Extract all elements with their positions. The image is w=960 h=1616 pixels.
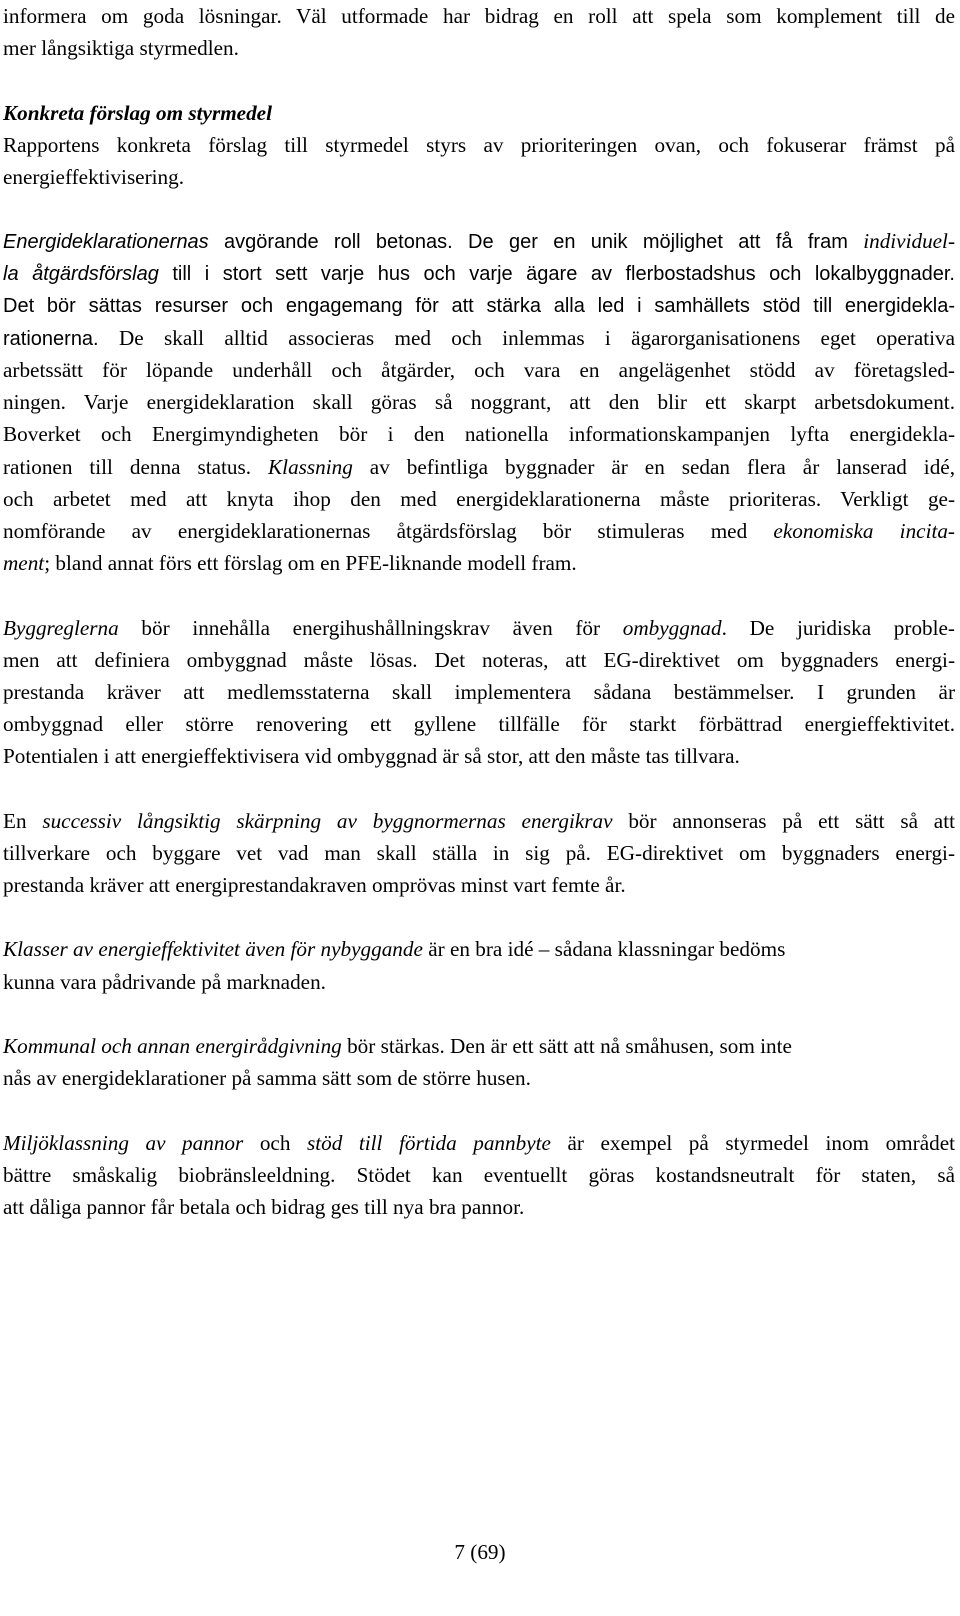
- paragraph-energideklarationer: [3, 225, 955, 579]
- text-line: rationen till denna status. Klassning av befintliga byggnader är en sedan flera år lanserad idé,: [3, 454, 955, 479]
- text-line: informera om goda lösningar. Väl utformade har bidrag en roll att spela som komplement till de: [3, 4, 955, 28]
- text-line: Det bör sättas resurser och engagemang för att stärka alla led i samhällets stöd till energidekla-: [3, 294, 955, 317]
- emphasis: ekonomiska incita-: [773, 519, 955, 543]
- text-line: men att definiera ombyggnad måste lösas. Det noteras, att EG-direktivet om byggnaders energi-: [3, 647, 955, 672]
- text-line: En successiv långsiktig skärpning av byggnormernas energikrav bör annonseras på ett sätt så att: [3, 808, 955, 833]
- emphasis: Klassning: [268, 454, 353, 479]
- text-line: Energideklarationernas avgörande roll betonas. De ger en unik möjlighet att få fram individuel-: [3, 229, 956, 254]
- text-line: nås av energideklarationer på samma sätt som de större husen.: [3, 1066, 531, 1091]
- text-line: att dåliga pannor får betala och bidrag ges till nya bra pannor.: [3, 1194, 525, 1219]
- emphasis: Kommunal och annan energirådgivning: [3, 1034, 342, 1058]
- text-line: energieffektivisering.: [3, 164, 185, 189]
- text-line: Rapportens konkreta förslag till styrmedel styrs av prioriteringen ovan, och fokuserar främst på: [3, 132, 955, 157]
- text-line: bättre småskalig biobränsleeldning. Stödet kan eventuellt göras kostandsneutralt för staten, så: [3, 1162, 955, 1187]
- text-line: Miljöklassning av pannor och stöd till förtida pannbyte är exempel på styrmedel inom området: [3, 1130, 956, 1155]
- page-number: 7 (69): [454, 1540, 506, 1564]
- text-line: Klasser av energieffektivitet även för nybyggande är en bra idé – sådana klassningar bedöms: [3, 937, 786, 962]
- emphasis: successiv långsiktig skärpning av byggnormernas energikrav: [42, 808, 613, 833]
- text-line: la åtgärdsförslag till i stort sett varje hus och varje ägare av flerbostadshus och lokalbyggnader.: [3, 262, 955, 285]
- text-line: och arbetet med att knyta ihop den med energideklarationerna måste prioriteras. Verkligt ge-: [3, 486, 955, 511]
- text-line: Potentialen i att energieffektivisera vid ombyggnad är så stor, att den måste tas tillvara.: [3, 744, 740, 769]
- paragraph-byggnormer: [3, 805, 955, 902]
- text-line: prestanda kräver att energiprestandakraven omprövas minst vart femte år.: [3, 873, 626, 898]
- emphasis: ombyggnad: [622, 615, 722, 640]
- section-heading: Konkreta förslag om styrmedel: [3, 100, 272, 125]
- text-line: rationerna. De skall alltid associeras med och inlemmas i ägarorganisationens eget operativa: [3, 325, 955, 350]
- text-line: tillverkare och byggare vet vad man skall ställa in sig på. EG-direktivet om byggnaders energi-: [3, 840, 955, 865]
- paragraph-energiklasser: [3, 933, 955, 997]
- emphasis: Klasser av energieffektivitet även för nybyggande: [3, 937, 423, 962]
- text-line: mer långsiktiga styrmedlen.: [3, 36, 239, 61]
- text-line: arbetssätt för löpande underhåll och åtgärder, och vara en angelägenhet stödd av företagsled-: [3, 358, 955, 383]
- text-line: Boverket och Energimyndigheten bör i den nationella informationskampanjen lyfta energidekla-: [3, 422, 955, 447]
- emphasis: Energideklarationernas: [3, 231, 209, 254]
- text-line: ombyggnad eller större renovering ett gyllene tillfälle för starkt förbättrad energieffektivitet.: [3, 712, 955, 737]
- emphasis: stöd till förtida pannbyte: [307, 1130, 551, 1155]
- text-line: ningen. Varje energideklaration skall göras så noggrant, att den blir ett skarpt arbetsdokument.: [3, 390, 955, 415]
- text-line: ment; bland annat förs ett förslag om en PFE-liknande modell fram.: [3, 551, 577, 576]
- paragraph-intro: [3, 0, 955, 64]
- paragraph-byggregler: [3, 612, 955, 773]
- emphasis: individuel-: [863, 229, 956, 254]
- emphasis: Byggreglerna: [3, 615, 119, 640]
- emphasis: Miljöklassning av pannor: [3, 1130, 244, 1155]
- emphasis: la åtgärdsförslag: [3, 262, 159, 285]
- text-line: Byggreglerna bör innehålla energihushållningskrav även för ombyggnad. De juridiska proble-: [3, 615, 955, 640]
- emphasis: ment: [3, 551, 45, 576]
- text-line: prestanda kräver att medlemsstaterna skall implementera sådana bestämmelser. I grunden är: [3, 679, 955, 704]
- document-page: [3, 0, 955, 1223]
- text-line: Kommunal och annan energirådgivning bör stärkas. Den är ett sätt att nå småhusen, som inte: [3, 1034, 792, 1058]
- section-styrmedel: [3, 97, 955, 194]
- text-line: nomförande av energideklarationernas åtgärdsförslag bör stimuleras med ekonomiska incita-: [3, 519, 955, 543]
- paragraph-energiradgivning: [3, 1030, 955, 1094]
- paragraph-pannor: [3, 1127, 955, 1224]
- text-line: kunna vara pådrivande på marknaden.: [3, 969, 326, 994]
